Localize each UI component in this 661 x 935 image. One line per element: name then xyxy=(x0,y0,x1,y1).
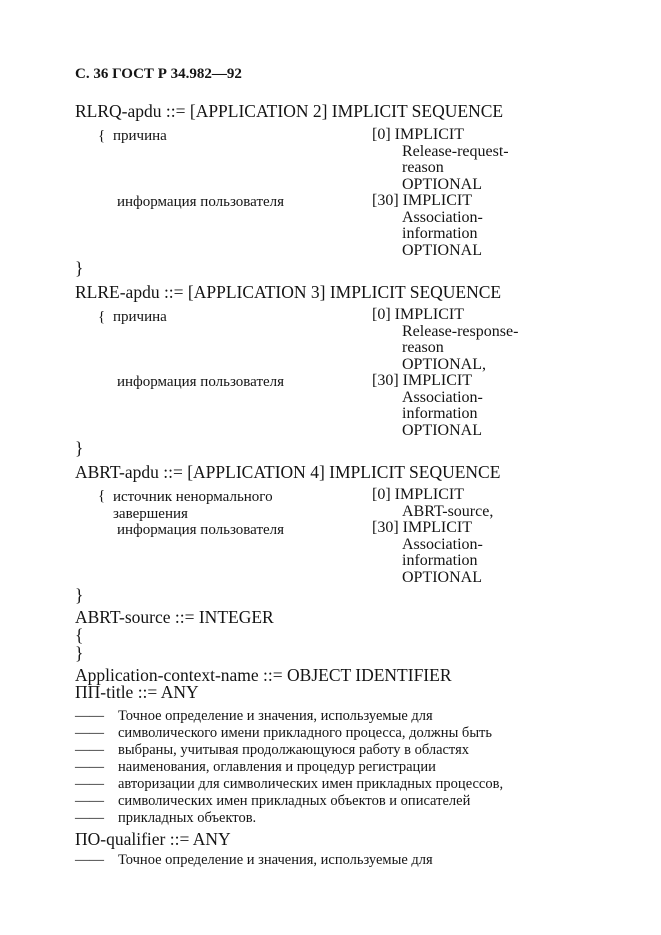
code-line: [0] IMPLICIT xyxy=(372,306,464,323)
comment-line: прикладных объектов. xyxy=(118,810,257,826)
comment-line: символического имени прикладного процесса, должны быть xyxy=(118,725,493,741)
code-line: Association- xyxy=(402,208,483,226)
comment-dash: —— xyxy=(75,759,104,775)
rlre-field-reason-type xyxy=(372,307,518,373)
code-line: [0] IMPLICIT xyxy=(372,126,464,143)
comment-line: Точное определение и значения, используемые для xyxy=(118,708,433,724)
code-line: [30] IMPLICIT xyxy=(372,519,472,536)
label-line: завершения xyxy=(113,506,188,522)
rlrq-field-user-info-label: информация пользователя xyxy=(117,194,285,210)
rlre-field-user-info-type xyxy=(372,373,483,439)
comment-dash: —— xyxy=(75,725,104,741)
abrt-close-brace: } xyxy=(75,585,84,605)
rlre-open-brace: { xyxy=(98,309,106,325)
abrt-field-user-info-label: информация пользователя xyxy=(117,522,285,538)
comment-dash: —— xyxy=(75,852,104,868)
abrt-source-close-brace: } xyxy=(75,643,84,663)
comment-line: авторизации для символических имен прикладных процессов, xyxy=(118,776,504,792)
rlre-definition: RLRE-apdu ::= [APPLICATION 3] IMPLICIT SEQUENCE xyxy=(75,282,502,302)
abrt-field-source-type xyxy=(372,487,493,520)
code-line: information xyxy=(402,552,478,570)
comment-dash: —— xyxy=(75,776,104,792)
comment-line: Точное определение и значения, используемые для xyxy=(118,852,433,868)
rlrq-close-brace: } xyxy=(75,258,84,278)
rlrq-definition: RLRQ-apdu ::= [APPLICATION 2] IMPLICIT SEQUENCE xyxy=(75,101,504,121)
code-line: Association- xyxy=(402,535,483,553)
code-line: Release-response- xyxy=(402,322,519,340)
comment-dash: —— xyxy=(75,708,104,724)
code-line: reason xyxy=(402,339,444,357)
comment-dash: —— xyxy=(75,742,104,758)
abrt-definition: ABRT-apdu ::= [APPLICATION 4] IMPLICIT SEQUENCE xyxy=(75,462,501,482)
pp-title-definition: ПП-title ::= ANY xyxy=(75,682,199,702)
code-line: Release-request- xyxy=(402,142,509,160)
code-line: ABRT-source, xyxy=(402,502,494,520)
rlre-field-reason-label: причина xyxy=(113,309,167,325)
code-line: [30] IMPLICIT xyxy=(372,372,472,389)
rlrq-open-brace: { xyxy=(98,128,106,144)
code-line: reason xyxy=(402,159,444,177)
code-line: OPTIONAL, xyxy=(402,355,486,373)
po-qualifier-definition: ПО-qualifier ::= ANY xyxy=(75,829,231,849)
abrt-open-brace: { xyxy=(98,488,106,504)
comment-line: наименования, оглавления и процедур регистрации xyxy=(118,759,436,775)
comment-line: выбраны, учитывая продолжающуюся работу в областях xyxy=(118,742,470,758)
code-line: [0] IMPLICIT xyxy=(372,486,464,503)
abrt-field-user-info-type xyxy=(372,520,483,586)
comment-dash: —— xyxy=(75,793,104,809)
code-line: OPTIONAL xyxy=(402,175,482,193)
rlre-field-user-info-label: информация пользователя xyxy=(117,374,285,390)
code-line: information xyxy=(402,405,478,423)
page-header: С. 36 ГОСТ Р 34.982—92 xyxy=(75,66,242,82)
application-context-name-definition: Application-context-name ::= OBJECT IDENTIFIER xyxy=(75,665,452,685)
code-line: Association- xyxy=(402,388,483,406)
code-line: OPTIONAL xyxy=(402,241,482,259)
code-line: OPTIONAL xyxy=(402,421,482,439)
rlrq-field-reason-type xyxy=(372,127,509,193)
comment-dash: —— xyxy=(75,810,104,826)
abrt-source-open-brace: { xyxy=(75,625,84,645)
rlrq-field-user-info-type xyxy=(372,193,483,259)
comment-line: символических имен прикладных объектов и описателей xyxy=(118,793,471,809)
rlre-close-brace: } xyxy=(75,438,84,458)
label-line: источник ненормального xyxy=(113,489,273,505)
abrt-source-definition: ABRT-source ::= INTEGER xyxy=(75,607,274,627)
code-line: [30] IMPLICIT xyxy=(372,192,472,209)
code-line: OPTIONAL xyxy=(402,568,482,586)
code-line: information xyxy=(402,225,478,243)
abrt-field-source-label xyxy=(113,489,273,523)
rlrq-field-reason-label: причина xyxy=(113,128,167,144)
